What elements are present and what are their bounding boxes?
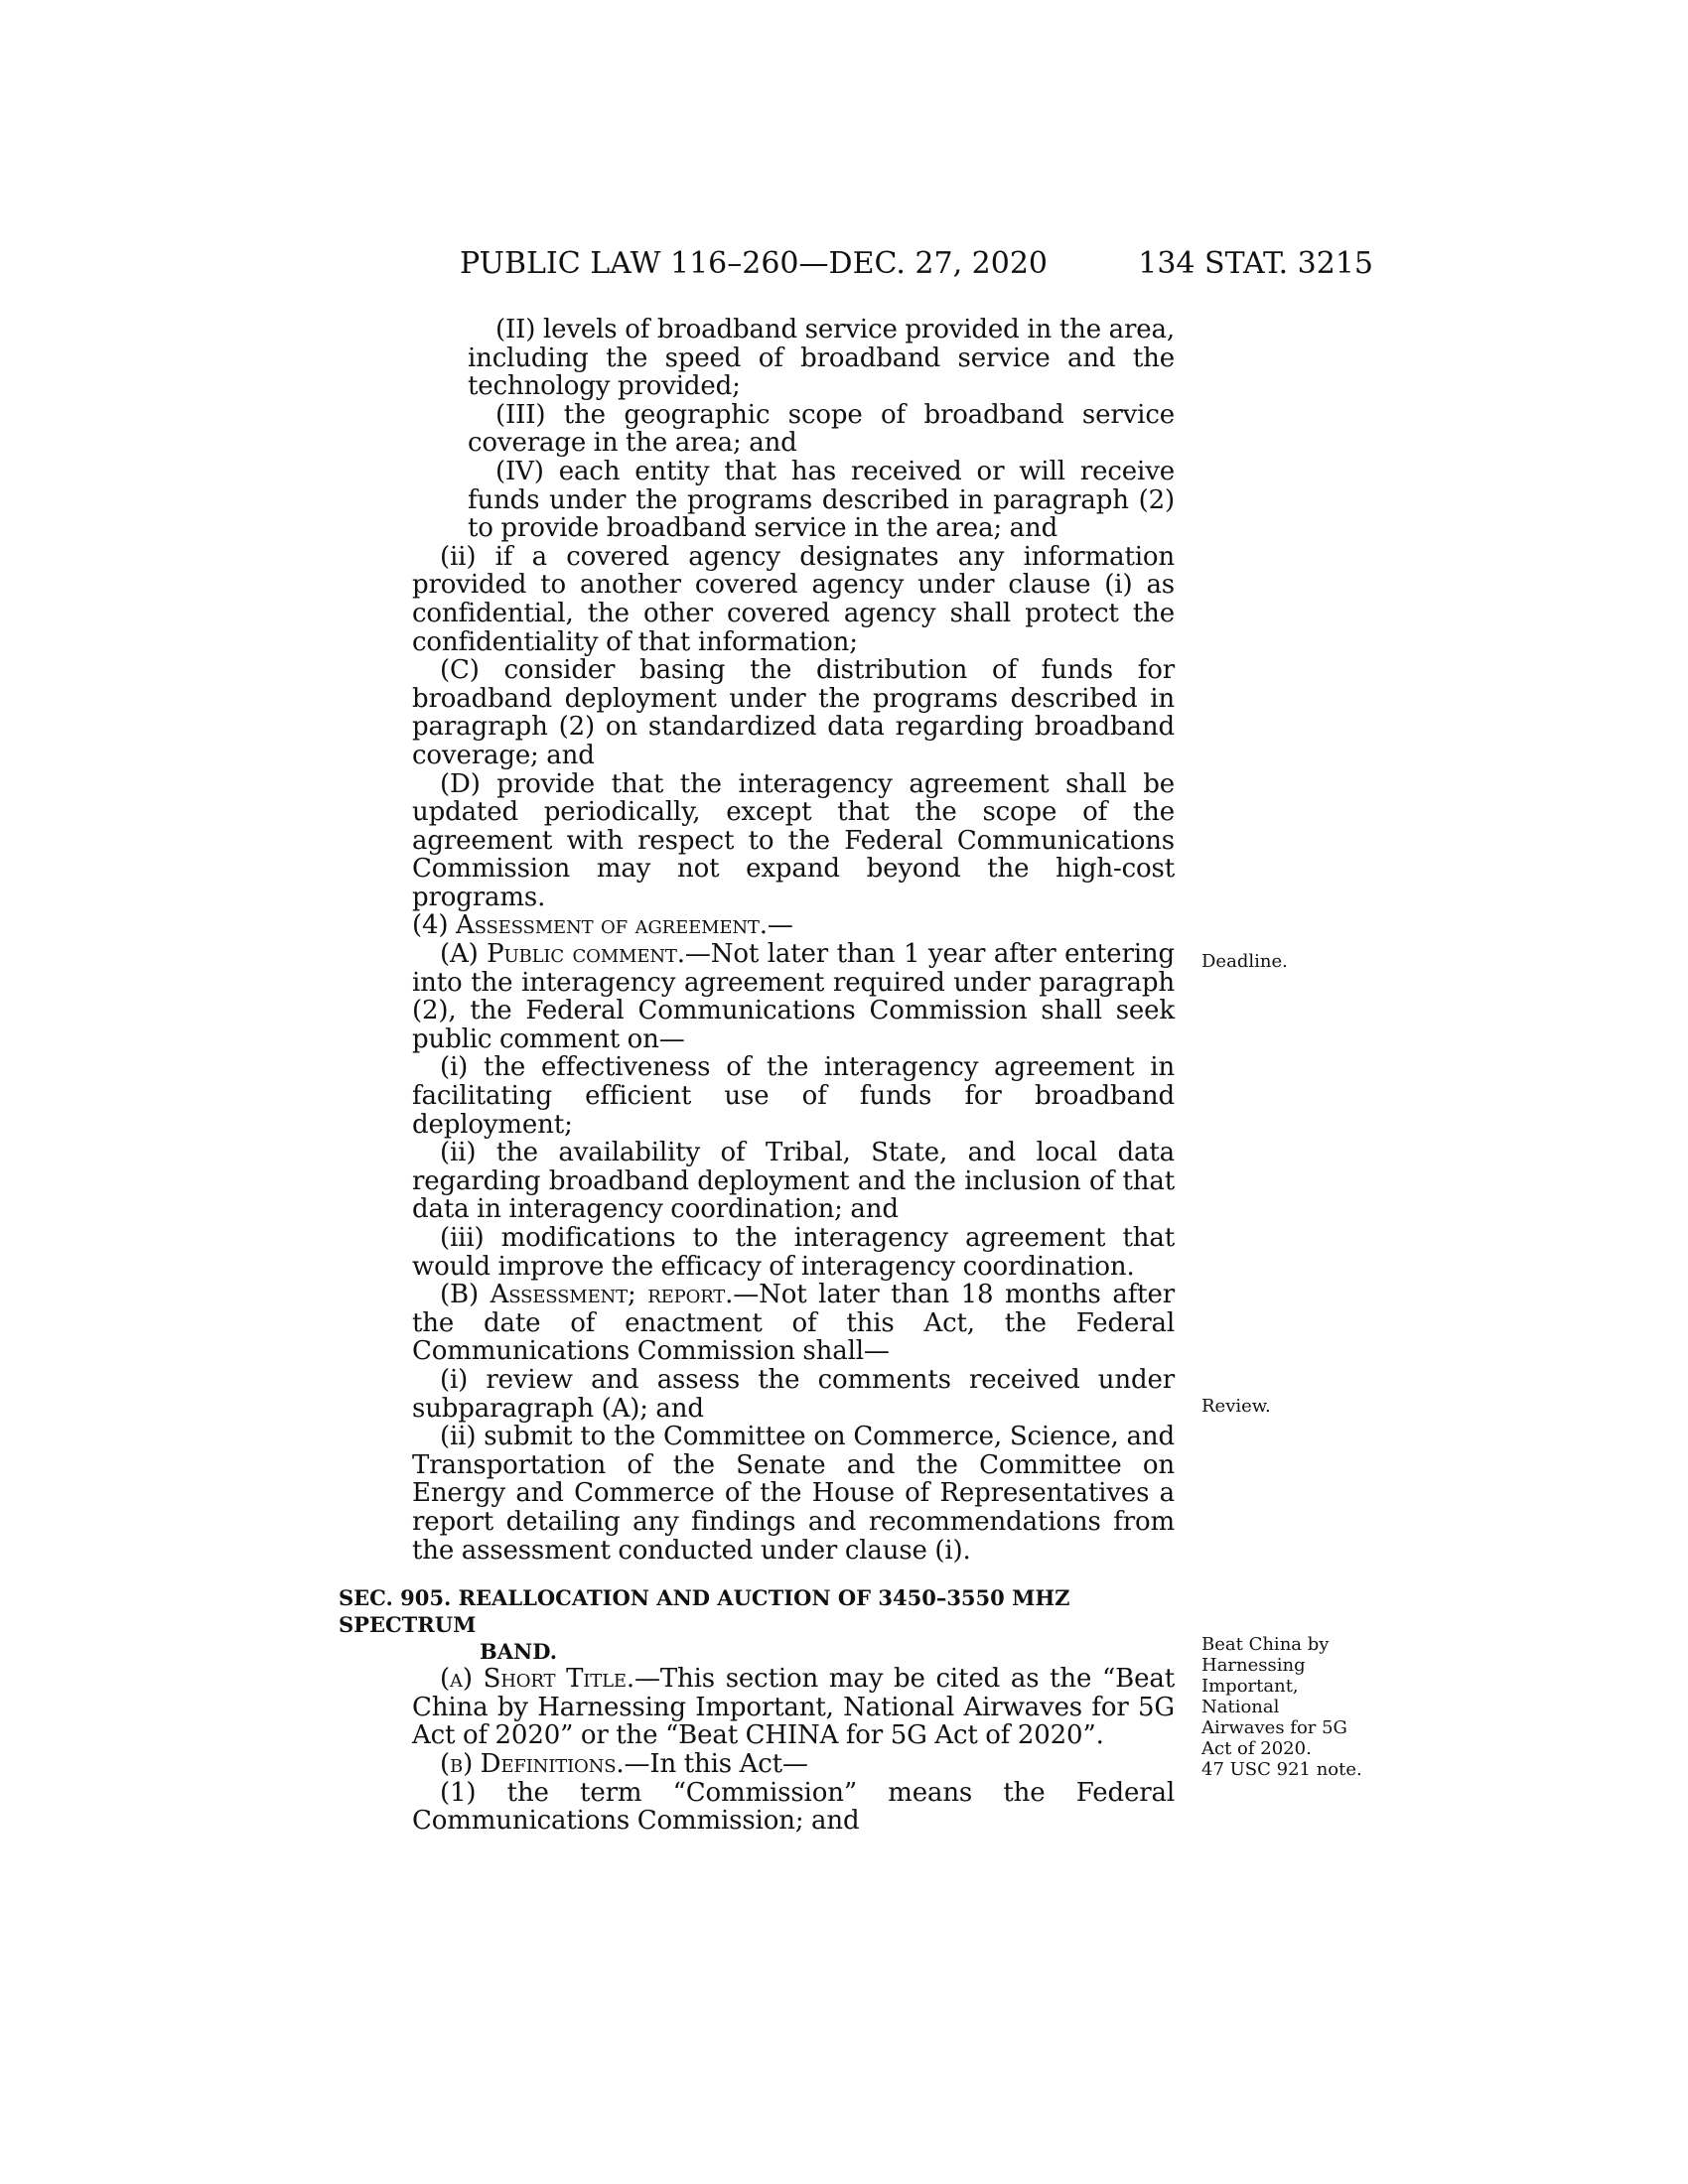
margin-note-usc: 47 USC 921 note. [1201,1759,1362,1780]
subsection-a-text: —This section may be cited as the “Beat China by Harnessing Important, National Airwaves for 5G Act of 2020” or the “Beat CHINA for 5G Act of 2020”. [412,1664,1175,1751]
margin-note-short-title [1201,1634,1380,1780]
subclause-III: (III) the geographic scope of broadband service coverage in the area; and [468,399,1175,459]
A-clause-i: (i) the effectiveness of the interagency agreement in facilitating efficient use of funds for broadband deployment; [412,1052,1175,1140]
subsection-a [412,1665,1175,1750]
definition-1: (1) the term “Commission” means the Federal Communications Commission; and [412,1777,1175,1837]
subparagraph-A [412,940,1175,1053]
margin-note-line: Harnessing [1201,1655,1306,1676]
subsection-b-text: —In this Act— [624,1748,808,1779]
public-law-citation: PUBLIC LAW 116–260—DEC. 27, 2020 [460,246,1049,281]
section-905-heading: SEC. 905. REALLOCATION AND AUCTION OF 3450–3550 MHZ SPECTRUM BAND. [339,1585,1070,1665]
B-clause-i: (i) review and assess the comments received under subparagraph (A); and [412,1364,1175,1424]
subparagraph-B-text: —Not later than 18 months after the date of enactment of this Act, the Federal Communications Commission shall— [412,1280,1175,1367]
subsection-b [412,1750,1175,1779]
statute-text [339,315,1175,1837]
subparagraph-A-text: —Not later than 1 year after entering into the interagency agreement required under paragraph (2), the Federal Communications Commission shall seek public comment on— [412,939,1175,1054]
A-clause-iii: (iii) modifications to the interagency agreement that would improve the efficacy of interagency coordination. [412,1223,1175,1282]
subparagraph-B-heading: (B) Assessment; report. [440,1280,734,1310]
margin-note-line: Beat China by [1201,1634,1330,1655]
running-head [460,246,1373,290]
subsection-b-heading: (b) Definitions. [440,1748,625,1779]
margin-note-line: Act of 2020. [1201,1738,1312,1759]
subsection-a-heading: (a) Short Title. [440,1664,634,1695]
margin-note-line: Important, [1201,1676,1299,1697]
margin-note-deadline: Deadline. [1201,951,1288,972]
subparagraph-A-heading: (A) Public comment. [440,939,685,970]
paragraph-4-heading: (4) Assessment of agreement.— [412,910,793,941]
B-clause-ii: (ii) submit to the Committee on Commerce, Science, and Transportation of the Senate and the Committee on Energy and Commerce of the House of Representatives a report detailing any findings and recommendations from the assessment conducted under clause (i). [412,1422,1175,1566]
subclause-II: (II) levels of broadband service provided in the area, including the speed of broadband service and the technology provided; [468,315,1175,402]
margin-note-review: Review. [1201,1396,1271,1417]
margin-note-line: Airwaves for 5G [1201,1717,1347,1738]
subclause-IV: (IV) each entity that has received or will receive funds under the programs described in paragraph (2) to provide broadband service in the area; and [468,456,1175,544]
A-clause-ii: (ii) the availability of Tribal, State, and local data regarding broadband deployment and the inclusion of that data in interagency coordination; and [412,1138,1175,1225]
subparagraph-C: (C) consider basing the distribution of funds for broadband deployment under the programs described in paragraph (2) on standardized data regarding broadband coverage; and [412,655,1175,770]
statute-page-number: 134 STAT. 3215 [1138,246,1373,281]
margin-note-line: National [1201,1697,1280,1717]
clause-ii: (ii) if a covered agency designates any information provided to another covered agency under clause (i) as confidential, the other covered agency shall protect the confidentiality of that information; [412,541,1175,657]
subparagraph-D: (D) provide that the interagency agreement shall be updated periodically, except that the scope of the agreement with respect to the Federal Communications Commission may not expand beyond the high-cost programs. [412,768,1175,912]
subparagraph-B [412,1281,1175,1366]
